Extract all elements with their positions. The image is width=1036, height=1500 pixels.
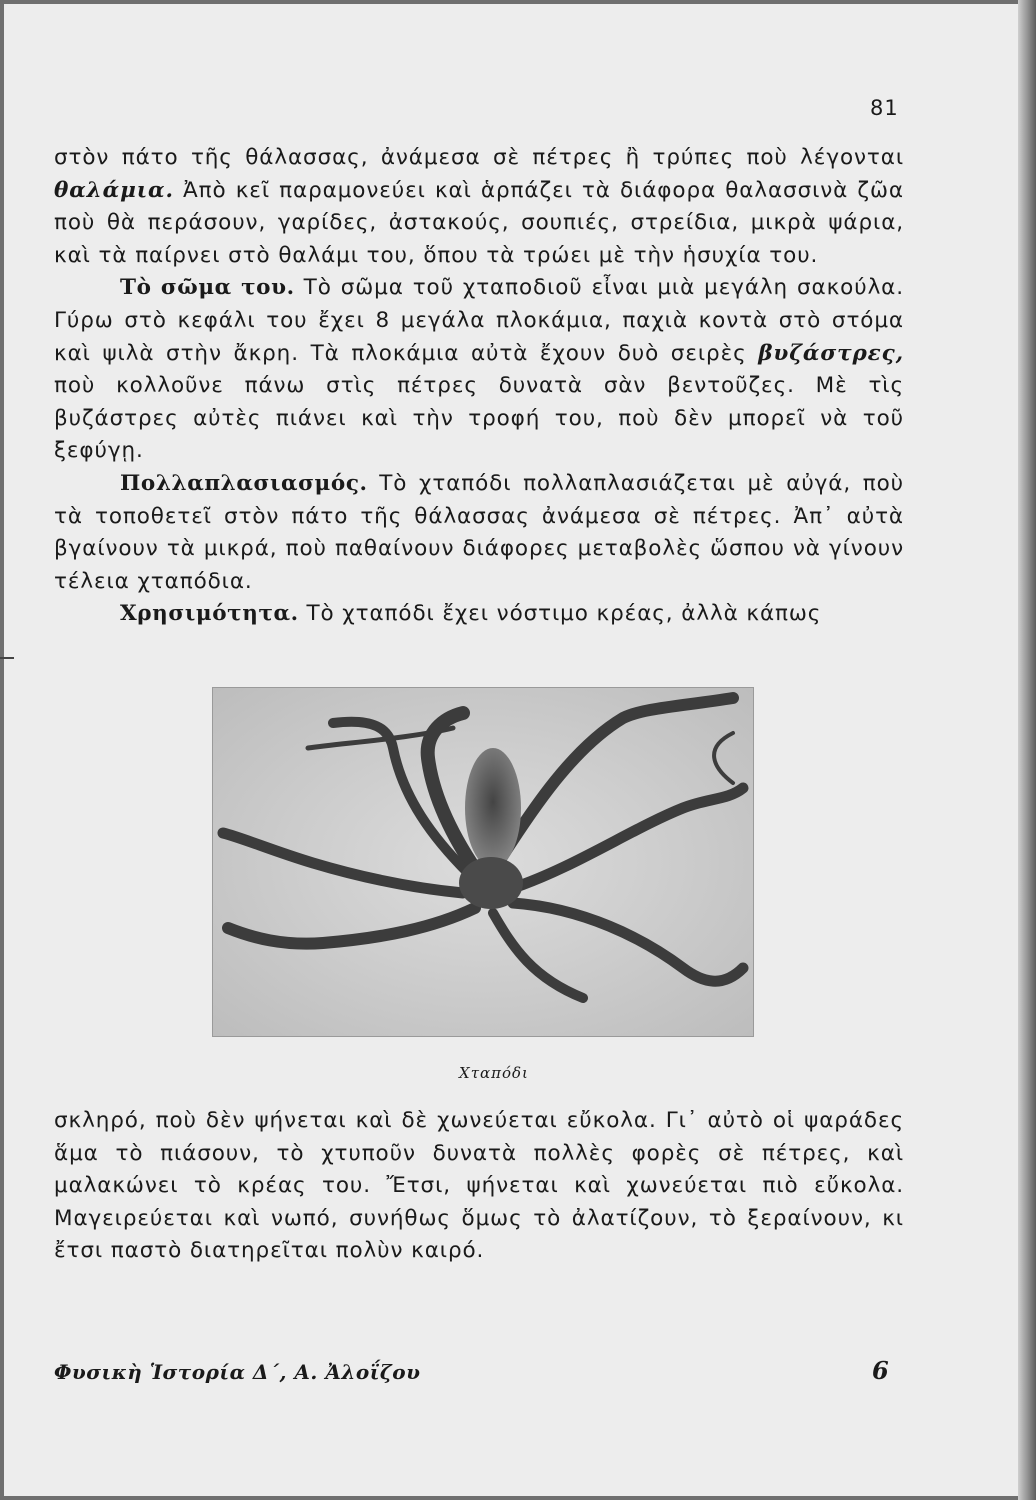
page-number: 81 [870, 96, 899, 120]
paragraph-habitat [54, 142, 904, 272]
paragraph-text: Τὸ χταπόδι ἔχει νόστιμο κρέας, ἀλλὰ κάπως [298, 601, 822, 627]
paragraph-text: Τὸ χταπόδι πολλαπλασιάζεται μὲ αὐγά, ποὺ τὰ τοποθετεῖ στὸν πάτο τῆς θάλασσας ἀνάμεσα σὲ πέτρες. Ἀπ᾽ αὐτὰ βγαίνουν τὰ μικρά, ποὺ παθαίνουν διάφορες μεταβολὲς ὥσπου νὰ γίνουν τέλεια χταπόδια. [54, 470, 904, 594]
section-heading-body: Τὸ σῶμα του. [120, 275, 295, 301]
term-thalamia: θαλάμια. [54, 177, 174, 203]
book-page [4, 4, 1018, 1496]
paragraph-text: ποὺ κολλοῦνε πάνω στὶς πέτρες δυνατὰ σὰν βεντοῦζες. Μὲ τὶς βυζάστρες αὐτὲς πιάνει καὶ τὴν τροφή του, ποὺ δὲν μπορεῖ νὰ τοῦ ξεφύγῃ. [54, 373, 904, 464]
paragraph-text: Ἀπὸ κεῖ παραμονεύει καὶ ἁρπάζει τὰ διάφορα θαλασσινὰ ζῶα ποὺ θὰ περάσουν, γαρίδες, ἀστακούς, σουπιές, στρείδια, μικρὰ ψάρια, καὶ τὰ παίρνει στὸ θαλάμι του, ὅπου τὰ τρώει μὲ τὴν ἡσυχία του. [54, 177, 904, 268]
paragraph-reproduction [54, 468, 904, 598]
margin-mark [0, 657, 14, 659]
footer-book-title: Φυσικὴ Ἱστορία Δ΄, Α. Ἀλοΐζου [54, 1360, 421, 1384]
page-edge-shadow [1018, 0, 1036, 1500]
paragraph-preparation: σκληρό, ποὺ δὲν ψήνεται καὶ δὲ χωνεύεται εὔκολα. Γι᾽ αὐτὸ οἱ ψαράδες ἅμα τὸ πιάσουν, τὸ χτυποῦν δυνατὰ πολλὲς φορὲς σὲ πέτρες, καὶ μαλακώνει τὸ κρέας του. Ἔτσι, ψήνεται καὶ χωνεύεται πιὸ εὔκολα. Μαγειρεύεται καὶ νωπό, συνήθως ὅμως τὸ ἀλατίζουν, τὸ ξεραίνουν, κι ἔτσι παστὸ διατηρεῖται πολὺν καιρό. [54, 1108, 904, 1264]
octopus-illustration [212, 687, 754, 1037]
term-suckers: βυζάστρες, [758, 340, 904, 366]
text-block-top [54, 142, 904, 631]
section-heading-usefulness: Χρησιμότητα. [120, 601, 299, 627]
octopus-drawing [213, 688, 753, 1036]
paragraph-body [54, 272, 904, 468]
figure-caption: Χταπόδι [459, 1064, 529, 1082]
paragraph-usefulness [54, 598, 904, 631]
paragraph-text: Τὸ σῶμα τοῦ χταποδιοῦ εἶναι μιὰ μεγάλη σακούλα. Γύρω στὸ κεφάλι του ἔχει 8 μεγάλα πλοκάμια, παχιὰ κοντὰ στὸ στόμα καὶ ψιλὰ στὴν ἄκρη. Τὰ πλοκάμια αὐτὰ ἔχουν δυὸ σειρὲς [54, 275, 904, 366]
section-heading-reproduction: Πολλαπλασιασμός. [120, 470, 368, 496]
footer-signature-number: 6 [872, 1356, 889, 1385]
text-block-bottom [54, 1105, 904, 1268]
paragraph-text: στὸν πάτο τῆς θάλασσας, ἀνάμεσα σὲ πέτρες ἢ τρύπες ποὺ λέγονται [54, 145, 904, 170]
